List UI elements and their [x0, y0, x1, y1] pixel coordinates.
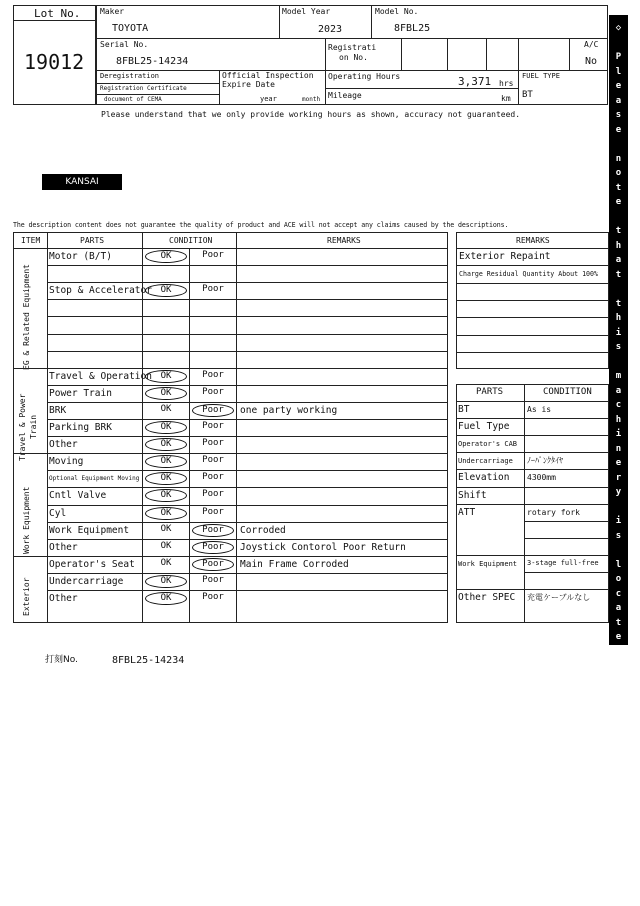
serial-label: Serial No.	[100, 40, 149, 49]
lot-number: 19012	[24, 50, 85, 74]
group-eg-related: EG & Related Equipment	[22, 264, 31, 370]
maker-label: Maker	[100, 7, 125, 16]
remarks-header: REMARKS	[327, 236, 361, 245]
deregistration-label: Deregistration	[100, 72, 160, 80]
cema-label: document of CEMA	[104, 96, 162, 103]
registration-label-1: Registrati	[328, 43, 377, 52]
row-part: Travel & Operation	[49, 370, 152, 382]
operating-hours-label: Operating Hours	[328, 72, 401, 81]
model-no-label: Model No.	[375, 7, 419, 16]
poor-circled: Poor	[192, 404, 234, 417]
poor-option: Poor	[202, 592, 224, 602]
parts-row-condition: 4300mm	[527, 473, 556, 483]
group-work-equipment: Work Equipment	[22, 486, 31, 554]
ok-circled: OK	[145, 370, 187, 383]
fuel-type-value: BT	[522, 90, 533, 100]
poor-option: Poor	[202, 438, 224, 449]
row-part: Operator's Seat	[49, 558, 135, 570]
ok-circled: OK	[145, 387, 187, 400]
maker-value: TOYOTA	[112, 23, 149, 34]
row-part: Optional Equipment Moving	[49, 475, 140, 483]
row-part: Cyl	[49, 507, 67, 519]
location-badge: KANSAI	[42, 174, 122, 190]
row-part: Other	[49, 593, 78, 604]
lot-label: Lot No.	[34, 7, 81, 20]
poor-option: Poor	[202, 574, 224, 585]
poor-circled: Poor	[192, 558, 234, 571]
month-label: month	[302, 96, 321, 103]
poor-option: Poor	[202, 250, 224, 260]
parts-row-condition: 3-stage full-free	[527, 558, 599, 567]
engraving-number: 8FBL25-14234	[112, 655, 185, 666]
ok-option: OK	[160, 557, 172, 568]
hrs-label: hrs	[499, 79, 514, 88]
engraving-label: 打刻No.	[45, 655, 78, 665]
poor-circled: Poor	[192, 541, 234, 554]
parts-row-condition: As is	[527, 405, 552, 414]
parts-side-header: PARTS	[476, 387, 504, 397]
poor-option: Poor	[202, 421, 224, 431]
item-header: ITEM	[21, 236, 41, 245]
operating-hours-value: 3,371	[458, 75, 492, 88]
reg-certificate-label: Registration Certificate	[100, 85, 187, 92]
model-year-value: 2023	[318, 24, 343, 35]
parts-row-part: BT	[458, 404, 470, 415]
parts-row-condition: ﾉｰﾊﾟﾝｸﾀｲﾔ	[527, 456, 563, 466]
inspection-label-2: Expire Date	[222, 80, 275, 89]
parts-row-part: Undercarriage	[458, 457, 513, 466]
ac-label: A/C	[584, 40, 599, 49]
row-remark: Main Frame Corroded	[240, 558, 349, 570]
row-part: BRK	[49, 404, 67, 416]
row-part: Undercarriage	[49, 575, 124, 587]
ok-option: OK	[160, 523, 172, 534]
mileage-label: Mileage	[328, 91, 362, 100]
poor-option: Poor	[202, 472, 224, 483]
ok-circled: OK	[145, 421, 187, 434]
ok-option: OK	[160, 403, 172, 414]
parts-row-condition: rotary fork	[527, 507, 580, 517]
ok-option: OK	[160, 540, 172, 551]
row-part: Motor (B/T)	[49, 251, 112, 262]
remarks-row: Charge Residual Quantity About 100%	[459, 270, 598, 279]
parts-header: PARTS	[80, 236, 105, 245]
serial-value: 8FBL25-14234	[116, 56, 189, 67]
location-sidebar	[609, 15, 628, 903]
ok-circled: OK	[145, 575, 187, 588]
parts-row-part: Other SPEC	[458, 592, 516, 604]
parts-row-part: ATT	[458, 506, 476, 518]
parts-row-condition: 充電ケーブルなし	[527, 593, 591, 603]
ok-circled: OK	[145, 284, 187, 297]
fuel-type-label: FUEL TYPE	[522, 72, 560, 80]
ok-circled: OK	[145, 250, 187, 263]
row-remark: one party working	[240, 404, 338, 416]
poor-option: Poor	[202, 369, 224, 380]
ok-circled: OK	[145, 472, 187, 485]
ok-circled: OK	[145, 455, 187, 468]
poor-option: Poor	[202, 455, 224, 466]
accuracy-notice: Please understand that we only provide working hours as shown, accuracy not guaranteed.	[101, 110, 521, 119]
row-part: Moving	[49, 456, 84, 468]
row-part: Cntl Valve	[49, 490, 107, 502]
condition-side-header: CONDITION	[543, 387, 592, 397]
model-no-value: 8FBL25	[394, 23, 431, 34]
ok-circled: OK	[145, 592, 187, 605]
sidebar-notice: ◇ P l e a s e n o t e t h a t t h i s m a c h i n e r y i s l o c a t e d i n K a n s a i Y a r d ◇	[615, 23, 622, 903]
remarks-side-header: REMARKS	[516, 236, 550, 245]
group-exterior: Exterior	[22, 577, 31, 617]
row-remark: Corroded	[240, 524, 286, 536]
ok-circled: OK	[145, 489, 187, 502]
row-part: Power Train	[49, 387, 112, 399]
row-remark: Joystick Contorol Poor Return	[240, 541, 406, 553]
parts-row-part: Operator's CAB	[458, 440, 518, 449]
poor-circled: Poor	[192, 524, 234, 537]
parts-row-part: Elevation	[458, 472, 510, 484]
condition-header: CONDITION	[169, 236, 213, 245]
poor-option: Poor	[202, 284, 224, 295]
parts-row-part: Work Equipment	[458, 559, 518, 568]
ok-circled: OK	[145, 507, 187, 520]
row-part: Other	[49, 439, 78, 451]
poor-option: Poor	[202, 489, 224, 500]
ac-value: No	[585, 56, 598, 67]
row-part: Parking BRK	[49, 422, 112, 433]
inspection-label-1: Official Inspection	[222, 71, 314, 80]
ok-circled: OK	[145, 438, 187, 451]
row-part: Other	[49, 541, 78, 553]
poor-option: Poor	[202, 386, 224, 397]
year-label: year	[260, 95, 277, 103]
row-part: Work Equipment	[49, 524, 130, 536]
km-label: km	[501, 94, 511, 103]
remarks-row: Exterior Repaint	[459, 251, 551, 262]
registration-label-2: on No.	[339, 53, 368, 62]
poor-option: Poor	[202, 506, 224, 517]
parts-row-part: Fuel Type	[458, 421, 510, 433]
disclaimer: The description content does not guarantee the quality of product and ACE will not accept any claims caused by the descriptions.	[13, 221, 509, 229]
model-year-label: Model Year	[282, 7, 331, 16]
group-travel-power: Travel & Power Train	[18, 393, 38, 461]
parts-row-part: Shift	[458, 489, 487, 501]
row-part: Stop & Accelerator	[49, 285, 152, 297]
